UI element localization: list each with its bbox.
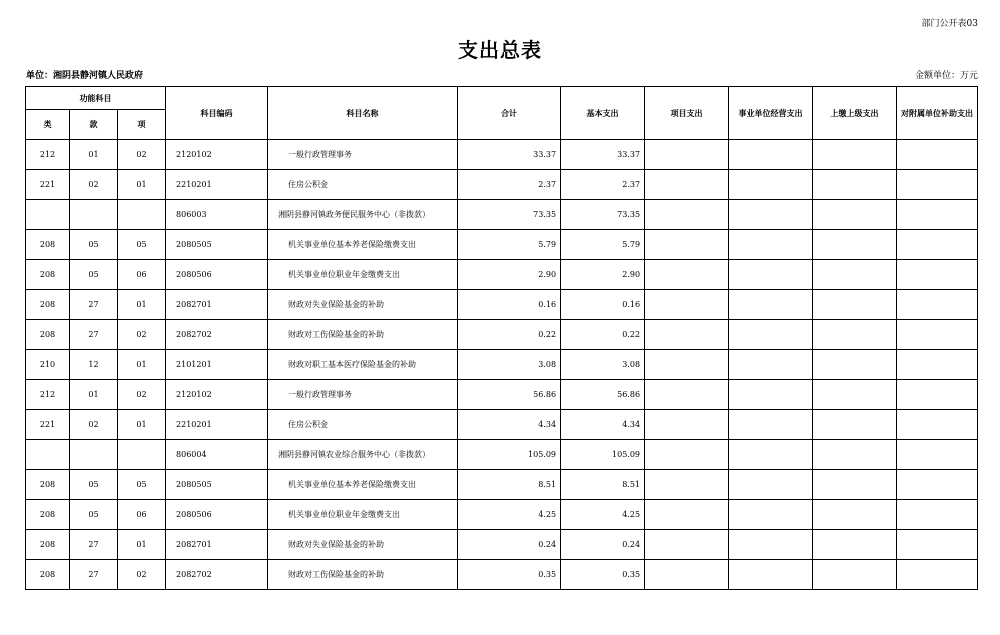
cell-code: 2080506 (166, 260, 268, 290)
cell-name: 机关事业单位基本养老保险缴费支出 (268, 470, 458, 500)
cell-total: 3.08 (458, 350, 561, 380)
header-basic: 基本支出 (561, 87, 645, 140)
cell-code: 2080505 (166, 470, 268, 500)
cell-kuan: 27 (70, 560, 118, 590)
cell-kuan: 05 (70, 500, 118, 530)
cell-basic: 33.37 (561, 140, 645, 170)
cell-code: 2080506 (166, 500, 268, 530)
cell-subsidy (897, 350, 978, 380)
cell-kuan (70, 440, 118, 470)
cell-subsidy (897, 290, 978, 320)
cell-subsidy (897, 440, 978, 470)
cell-project (645, 320, 729, 350)
cell-total: 2.37 (458, 170, 561, 200)
cell-code: 2101201 (166, 350, 268, 380)
cell-xiang: 05 (118, 470, 166, 500)
header-code: 科目编码 (166, 87, 268, 140)
cell-business (729, 560, 813, 590)
table-row (26, 530, 978, 560)
cell-xiang: 01 (118, 350, 166, 380)
header-lei: 类 (26, 110, 70, 140)
cell-name: 住房公积金 (268, 410, 458, 440)
cell-project (645, 170, 729, 200)
cell-code: 2120102 (166, 380, 268, 410)
table-row (26, 260, 978, 290)
cell-xiang: 01 (118, 290, 166, 320)
cell-code: 2082702 (166, 320, 268, 350)
cell-project (645, 200, 729, 230)
header-name: 科目名称 (268, 87, 458, 140)
header-kuan: 款 (70, 110, 118, 140)
cell-subsidy (897, 410, 978, 440)
cell-project (645, 140, 729, 170)
cell-total: 2.90 (458, 260, 561, 290)
cell-basic: 0.16 (561, 290, 645, 320)
cell-basic: 0.35 (561, 560, 645, 590)
cell-code: 2120102 (166, 140, 268, 170)
cell-upper (813, 290, 897, 320)
cell-name: 机关事业单位职业年金缴费支出 (268, 500, 458, 530)
cell-name: 财政对失业保险基金的补助 (268, 290, 458, 320)
cell-total: 105.09 (458, 440, 561, 470)
cell-business (729, 290, 813, 320)
table-row (26, 230, 978, 260)
cell-name: 机关事业单位职业年金缴费支出 (268, 260, 458, 290)
cell-subsidy (897, 200, 978, 230)
cell-business (729, 140, 813, 170)
cell-business (729, 320, 813, 350)
cell-xiang: 02 (118, 560, 166, 590)
cell-project (645, 410, 729, 440)
cell-upper (813, 440, 897, 470)
cell-basic: 5.79 (561, 230, 645, 260)
cell-basic: 3.08 (561, 350, 645, 380)
cell-total: 0.35 (458, 560, 561, 590)
cell-lei: 210 (26, 350, 70, 380)
page-title: 支出总表 (458, 38, 542, 62)
cell-basic: 0.24 (561, 530, 645, 560)
cell-lei: 208 (26, 290, 70, 320)
expenditure-table (25, 86, 978, 590)
cell-xiang: 06 (118, 260, 166, 290)
cell-xiang: 02 (118, 380, 166, 410)
table-body (26, 140, 978, 590)
cell-code: 806004 (166, 440, 268, 470)
table-row (26, 500, 978, 530)
cell-upper (813, 560, 897, 590)
cell-lei: 208 (26, 320, 70, 350)
cell-business (729, 230, 813, 260)
cell-kuan: 27 (70, 290, 118, 320)
cell-business (729, 350, 813, 380)
cell-business (729, 410, 813, 440)
cell-subsidy (897, 530, 978, 560)
cell-name: 财政对失业保险基金的补助 (268, 530, 458, 560)
cell-subsidy (897, 470, 978, 500)
table-row (26, 380, 978, 410)
cell-upper (813, 230, 897, 260)
cell-upper (813, 500, 897, 530)
cell-code: 806003 (166, 200, 268, 230)
cell-basic: 4.34 (561, 410, 645, 440)
cell-xiang: 05 (118, 230, 166, 260)
cell-kuan: 01 (70, 380, 118, 410)
cell-name: 湘阴县静河镇农业综合服务中心（非拨款） (268, 440, 458, 470)
cell-code: 2210201 (166, 410, 268, 440)
cell-business (729, 500, 813, 530)
table-row (26, 290, 978, 320)
cell-kuan: 05 (70, 470, 118, 500)
cell-basic: 4.25 (561, 500, 645, 530)
cell-lei: 221 (26, 410, 70, 440)
cell-upper (813, 410, 897, 440)
cell-total: 4.25 (458, 500, 561, 530)
header-subsidy: 对附属单位补助支出 (897, 87, 978, 140)
cell-basic: 73.35 (561, 200, 645, 230)
cell-subsidy (897, 320, 978, 350)
cell-basic: 2.90 (561, 260, 645, 290)
cell-total: 0.24 (458, 530, 561, 560)
cell-project (645, 290, 729, 320)
cell-total: 8.51 (458, 470, 561, 500)
cell-lei: 221 (26, 170, 70, 200)
cell-code: 2080505 (166, 230, 268, 260)
cell-lei (26, 200, 70, 230)
cell-project (645, 470, 729, 500)
cell-name: 财政对工伤保险基金的补助 (268, 560, 458, 590)
cell-code: 2082701 (166, 290, 268, 320)
cell-subsidy (897, 140, 978, 170)
cell-lei: 208 (26, 260, 70, 290)
cell-xiang (118, 200, 166, 230)
cell-subsidy (897, 500, 978, 530)
amount-unit-label: 金额单位：万元 (914, 71, 978, 81)
table-row (26, 470, 978, 500)
cell-name: 湘阴县静河镇政务便民服务中心（非拨款） (268, 200, 458, 230)
cell-xiang: 01 (118, 410, 166, 440)
cell-total: 5.79 (458, 230, 561, 260)
cell-upper (813, 200, 897, 230)
cell-lei: 208 (26, 530, 70, 560)
cell-lei: 208 (26, 230, 70, 260)
cell-name: 一般行政管理事务 (268, 380, 458, 410)
cell-basic: 8.51 (561, 470, 645, 500)
cell-basic: 105.09 (561, 440, 645, 470)
cell-basic: 2.37 (561, 170, 645, 200)
cell-name: 财政对工伤保险基金的补助 (268, 320, 458, 350)
cell-code: 2082702 (166, 560, 268, 590)
cell-name: 住房公积金 (268, 170, 458, 200)
cell-kuan: 01 (70, 140, 118, 170)
cell-name: 机关事业单位基本养老保险缴费支出 (268, 230, 458, 260)
cell-total: 56.86 (458, 380, 561, 410)
cell-code: 2210201 (166, 170, 268, 200)
header-project: 项目支出 (645, 87, 729, 140)
cell-subsidy (897, 380, 978, 410)
cell-kuan: 12 (70, 350, 118, 380)
cell-project (645, 260, 729, 290)
table-row (26, 560, 978, 590)
cell-kuan: 02 (70, 410, 118, 440)
cell-project (645, 440, 729, 470)
header-total: 合计 (458, 87, 561, 140)
cell-business (729, 260, 813, 290)
cell-xiang: 01 (118, 530, 166, 560)
table-row (26, 350, 978, 380)
table-row (26, 170, 978, 200)
cell-upper (813, 140, 897, 170)
cell-lei: 208 (26, 500, 70, 530)
cell-kuan: 05 (70, 260, 118, 290)
cell-business (729, 170, 813, 200)
table-header (26, 87, 978, 140)
cell-kuan: 27 (70, 320, 118, 350)
cell-business (729, 380, 813, 410)
cell-upper (813, 320, 897, 350)
cell-upper (813, 380, 897, 410)
cell-upper (813, 470, 897, 500)
cell-lei: 208 (26, 470, 70, 500)
cell-lei: 208 (26, 560, 70, 590)
cell-xiang: 02 (118, 140, 166, 170)
cell-subsidy (897, 170, 978, 200)
cell-xiang: 01 (118, 170, 166, 200)
cell-project (645, 380, 729, 410)
cell-xiang (118, 440, 166, 470)
table-row (26, 200, 978, 230)
cell-subsidy (897, 230, 978, 260)
cell-xiang: 02 (118, 320, 166, 350)
cell-total: 0.16 (458, 290, 561, 320)
header-business: 事业单位经营支出 (729, 87, 813, 140)
cell-name: 财政对职工基本医疗保险基金的补助 (268, 350, 458, 380)
cell-project (645, 500, 729, 530)
cell-basic: 56.86 (561, 380, 645, 410)
cell-upper (813, 530, 897, 560)
cell-project (645, 530, 729, 560)
cell-name: 一般行政管理事务 (268, 140, 458, 170)
cell-subsidy (897, 260, 978, 290)
cell-total: 0.22 (458, 320, 561, 350)
cell-kuan: 02 (70, 170, 118, 200)
cell-xiang: 06 (118, 500, 166, 530)
cell-project (645, 350, 729, 380)
cell-business (729, 530, 813, 560)
cell-lei: 212 (26, 140, 70, 170)
table-row (26, 140, 978, 170)
cell-basic: 0.22 (561, 320, 645, 350)
cell-total: 33.37 (458, 140, 561, 170)
header-xiang: 项 (118, 110, 166, 140)
cell-upper (813, 260, 897, 290)
cell-upper (813, 350, 897, 380)
cell-total: 73.35 (458, 200, 561, 230)
cell-total: 4.34 (458, 410, 561, 440)
form-code: 部门公开表03 (921, 19, 978, 29)
header-function-subject: 功能科目 (26, 87, 166, 110)
table-row (26, 320, 978, 350)
cell-project (645, 560, 729, 590)
table-row (26, 440, 978, 470)
cell-business (729, 440, 813, 470)
header-upper: 上缴上级支出 (813, 87, 897, 140)
cell-lei (26, 440, 70, 470)
cell-code: 2082701 (166, 530, 268, 560)
cell-lei: 212 (26, 380, 70, 410)
cell-project (645, 230, 729, 260)
cell-subsidy (897, 560, 978, 590)
cell-kuan: 05 (70, 230, 118, 260)
cell-upper (813, 170, 897, 200)
cell-business (729, 200, 813, 230)
unit-label: 单位：湘阴县静河镇人民政府 (26, 71, 144, 81)
table-row (26, 410, 978, 440)
cell-kuan: 27 (70, 530, 118, 560)
cell-kuan (70, 200, 118, 230)
cell-business (729, 470, 813, 500)
